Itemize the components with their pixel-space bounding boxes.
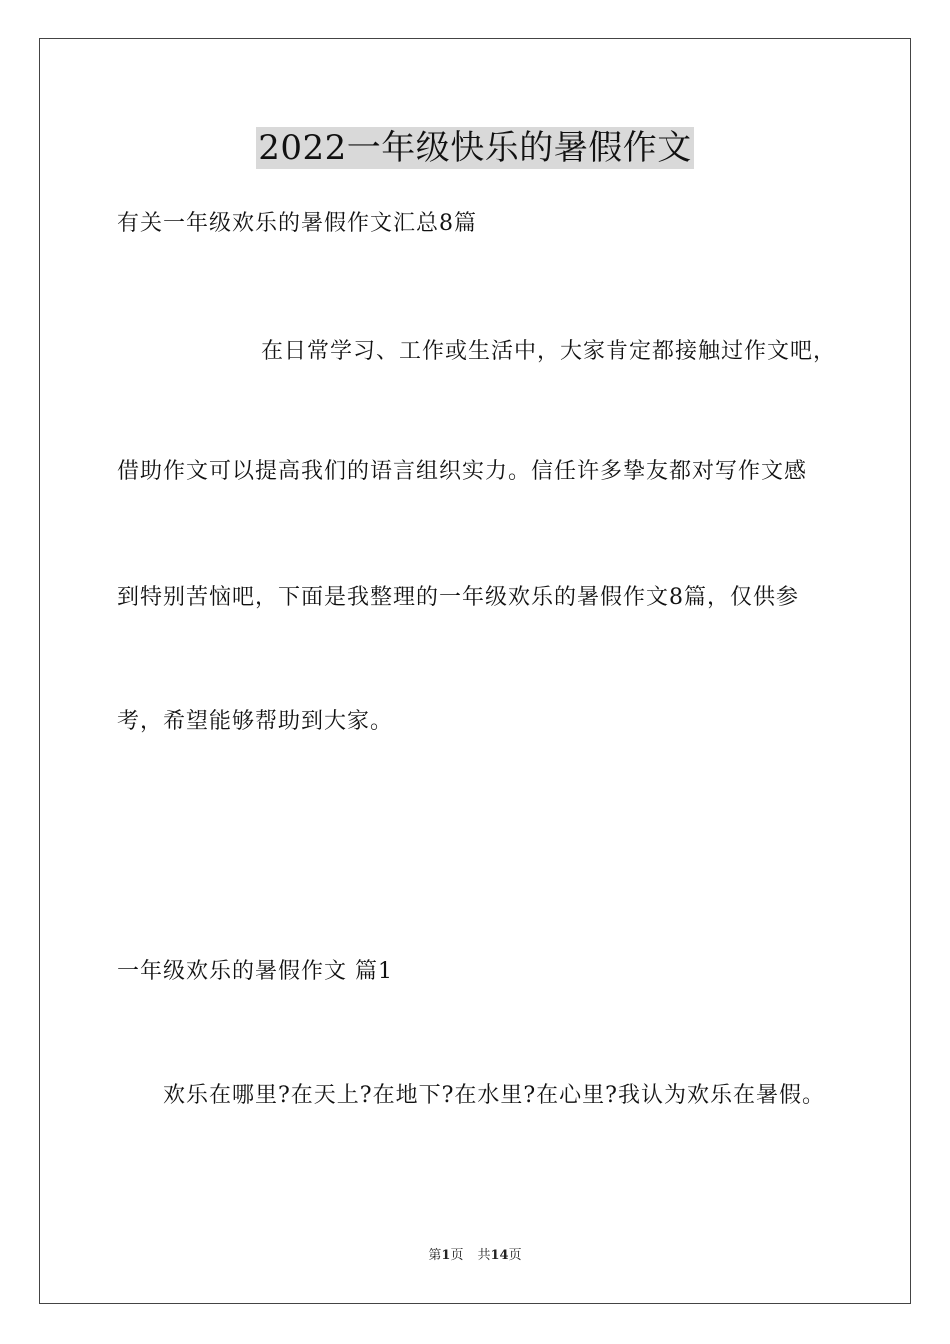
intro-line-2: 借助作文可以提高我们的语言组织实力。信任许多挚友都对写作文感 <box>117 459 808 484</box>
footer-page-number: 1 <box>441 1248 451 1263</box>
intro-line-4: 考，希望能够帮助到大家。 <box>117 709 394 734</box>
footer-total-prefix: 共 <box>477 1248 491 1263</box>
footer-page-suffix: 页 <box>450 1248 464 1263</box>
section-paragraph-line: 欢乐在哪里?在天上?在地下?在水里?在心里?我认为欢乐在暑假。 <box>163 1083 825 1108</box>
document-subtitle: 有关一年级欢乐的暑假作文汇总8篇 <box>117 211 477 236</box>
document-title: 2022一年级快乐的暑假作文 <box>258 128 692 168</box>
footer-total-suffix: 页 <box>508 1248 522 1263</box>
footer-page-prefix: 第 <box>428 1248 442 1263</box>
title-container <box>0 127 950 169</box>
intro-line-3: 到特别苦恼吧，下面是我整理的一年级欢乐的暑假作文8篇，仅供参 <box>117 585 799 610</box>
footer-total-pages: 14 <box>490 1248 509 1263</box>
section-heading: 一年级欢乐的暑假作文 篇1 <box>117 959 393 984</box>
page-footer <box>0 1247 950 1265</box>
intro-line-1: 在日常学习、工作或生活中，大家肯定都接触过作文吧， <box>261 339 837 364</box>
